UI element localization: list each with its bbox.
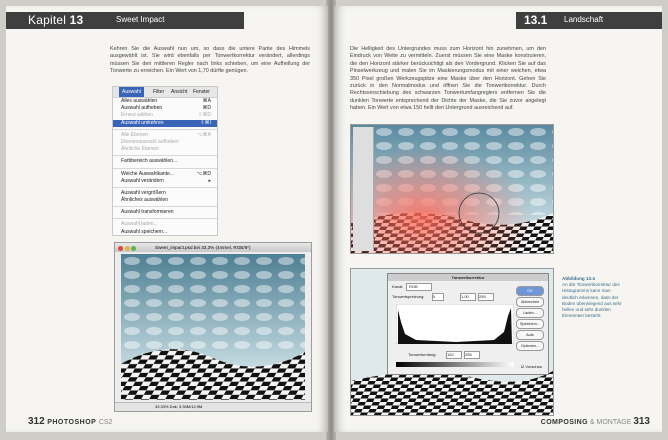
- menu-item-shortcut: ⌥⌘D: [196, 170, 211, 177]
- section-header: [516, 12, 662, 29]
- menu-item: [113, 112, 217, 119]
- right-folio: COMPOSING & MONTAGE 313: [540, 416, 650, 427]
- left-page: [6, 6, 328, 432]
- menu-item: [113, 146, 217, 153]
- menu-item-shortcut: ⌘D: [202, 105, 211, 112]
- masked-landscape-image: [351, 125, 553, 253]
- menu-item-label: Ähnliches auswählen: [121, 197, 168, 204]
- window-title: Sweet_impact.psd bei 33,3% (4mmel, RGB/8*): [155, 245, 251, 250]
- menu-item-label: Farbbereich auswählen...: [121, 158, 178, 165]
- output-black-field[interactable]: 152: [446, 351, 462, 359]
- menu-item[interactable]: [113, 105, 217, 112]
- output-gradient-bar[interactable]: [396, 362, 514, 367]
- save-button[interactable]: Speichern...: [516, 319, 544, 329]
- menu-bar: [113, 87, 217, 98]
- levels-dialog-screenshot: [350, 268, 554, 416]
- close-icon[interactable]: [118, 246, 123, 251]
- input-black-field[interactable]: 0: [432, 293, 444, 301]
- menu-item-label: Auswahl aufheben: [121, 105, 163, 112]
- output-levels-label: Tonwertumfang:: [408, 352, 437, 357]
- menu-item-label: Alle Ebenen: [121, 131, 148, 138]
- menu-item: [113, 221, 217, 228]
- left-folio: 312 PHOTOSHOP CS2: [28, 416, 113, 427]
- histogram: [396, 304, 514, 344]
- cancel-button[interactable]: Abbrechen: [516, 297, 544, 307]
- menu-items: [113, 98, 217, 236]
- zoom-icon[interactable]: [131, 246, 136, 251]
- dialog-title: Tonwertkorrektur: [388, 274, 548, 281]
- window-titlebar: [115, 243, 311, 252]
- menu-item[interactable]: [113, 171, 217, 178]
- menu-bar-ansicht[interactable]: Ansicht: [171, 89, 188, 95]
- right-page: [334, 6, 662, 432]
- chapter-header: [6, 12, 244, 29]
- load-button[interactable]: Laden...: [516, 308, 544, 318]
- menu-bar-filter[interactable]: Filter: [153, 89, 165, 95]
- levels-dialog[interactable]: [387, 273, 549, 375]
- menu-item[interactable]: [113, 158, 217, 165]
- input-gamma-field[interactable]: 1,00: [460, 293, 476, 301]
- ok-button[interactable]: OK: [516, 286, 544, 296]
- input-levels-label: Tonwertspreizung:: [392, 294, 425, 299]
- chapter-subtitle: Sweet Impact: [116, 15, 165, 24]
- section-title: Landschaft: [564, 15, 604, 24]
- menu-item[interactable]: [113, 120, 217, 127]
- menu-item[interactable]: [113, 190, 217, 197]
- menu-item-shortcut: ⌘A: [202, 98, 211, 104]
- menu-separator: [113, 187, 217, 188]
- menu-separator: [113, 155, 217, 156]
- caption-body: An der Tonwertkorrektur des Histogramms kann man deutlich erkennen, dass der Boden überwiegend aus sehr hellen und sehr dunklen Elementen besteht.: [562, 282, 622, 319]
- minimize-icon[interactable]: [125, 246, 130, 251]
- photoshop-mask-screenshot: [350, 124, 554, 254]
- channel-select[interactable]: RGB: [406, 283, 432, 291]
- menu-separator: [113, 129, 217, 130]
- window-controls: [118, 245, 138, 254]
- figure-caption: [562, 276, 624, 319]
- selection-menu[interactable]: [112, 86, 218, 236]
- channel-label: Kanal:: [392, 284, 404, 289]
- menu-item-label: Auswahl laden...: [121, 221, 158, 228]
- window-status-bar: 33,33% Dok: 3,30M/12,9M: [115, 402, 311, 411]
- menu-item-label: Ähnliche Ebenen: [121, 146, 159, 153]
- chapter-title: Kapitel 13: [28, 13, 84, 27]
- preview-checkbox[interactable]: ☑ Vorschau: [520, 364, 542, 369]
- right-body-text: Die Helligkeit des Untergrundes muss zum Horizont hin zunehmen, um den Eindruck von Weite zu vermitteln. Zuerst müssen Sie eine Maske konstruieren, die den Horizont stärker berücksichtigt als den Vordergrund. Klicken Sie auf das Pinselwerkzeug und malen Sie im Maskierungsmodus mit einer weichen, etwa 350 Pixel großen Werkzeugspitze eine Maske über den Horizont. Gehen Sie zurück in den Normalmodus und öffnen Sie die Tonwertkorrektur. Durch Rechtsverschiebung des schwarzen Tonwertumfangreglers entfernen Sie die dunklen Tonwerte entsprechend der Dichte der Maske, die Sie zuvor angelegt haben. Ein Wert von etwa 150 hellt den Untergrund ausreichend auf.: [350, 46, 546, 112]
- menu-item-shortcut: ⌥⌘A: [196, 131, 211, 138]
- left-body-text: Kehren Sie die Auswahl nun um, so dass die untere Partie des Himmels ausgewählt ist. Sie wird ebenfalls per Tonwertkorrektur verändert, allerdings müssen Sie den mittleren Regler nach links schieben, um eine Aufhellung der Tonwerte zu erreichen. Ein Wert von 1,70 dürfte genügen.: [110, 46, 310, 75]
- document-window-screenshot: [114, 242, 312, 412]
- menu-item[interactable]: [113, 98, 217, 105]
- menu-item-shortcut: ⇧⌘D: [198, 112, 211, 119]
- menu-bar-fenster[interactable]: Fenster: [193, 89, 210, 95]
- menu-separator: [113, 218, 217, 219]
- menu-item-label: Weiche Auswahlkante...: [121, 170, 174, 177]
- options-button[interactable]: Optionen...: [516, 341, 544, 351]
- input-white-field[interactable]: 255: [478, 293, 494, 301]
- menu-separator: [113, 206, 217, 207]
- menu-item-label: Auswahl transformieren: [121, 209, 174, 216]
- sky-checkerboard-image: [121, 254, 305, 400]
- menu-item[interactable]: [113, 178, 217, 185]
- output-white-field[interactable]: 255: [464, 351, 480, 359]
- menu-item-shortcut: ▸: [208, 177, 211, 184]
- menu-item-label: Auswahl speichern...: [121, 228, 168, 235]
- menu-item[interactable]: [113, 229, 217, 236]
- menu-separator: [113, 168, 217, 169]
- menu-item[interactable]: [113, 197, 217, 204]
- menu-item-label: Ebenenauswahl aufheben: [121, 138, 179, 145]
- menu-item: [113, 132, 217, 139]
- menu-item-label: Auswahl verändern: [121, 177, 164, 184]
- auto-button[interactable]: Auto: [516, 330, 544, 340]
- menu-item-label: Erneut wählen: [121, 112, 153, 119]
- menu-item-label: Auswahl vergrößern: [121, 189, 166, 196]
- photoshop-toolbox[interactable]: [353, 127, 374, 251]
- caption-title: Abbildung 13.4: [562, 276, 595, 281]
- menu-item-label: Auswahl umkehren: [121, 119, 164, 126]
- menu-bar-auswahl[interactable]: Auswahl: [119, 87, 144, 97]
- section-number: 13.1: [524, 13, 548, 27]
- menu-item-shortcut: ⇧⌘I: [200, 119, 211, 126]
- menu-item-label: Alles auswählen: [121, 98, 158, 104]
- menu-item[interactable]: [113, 209, 217, 216]
